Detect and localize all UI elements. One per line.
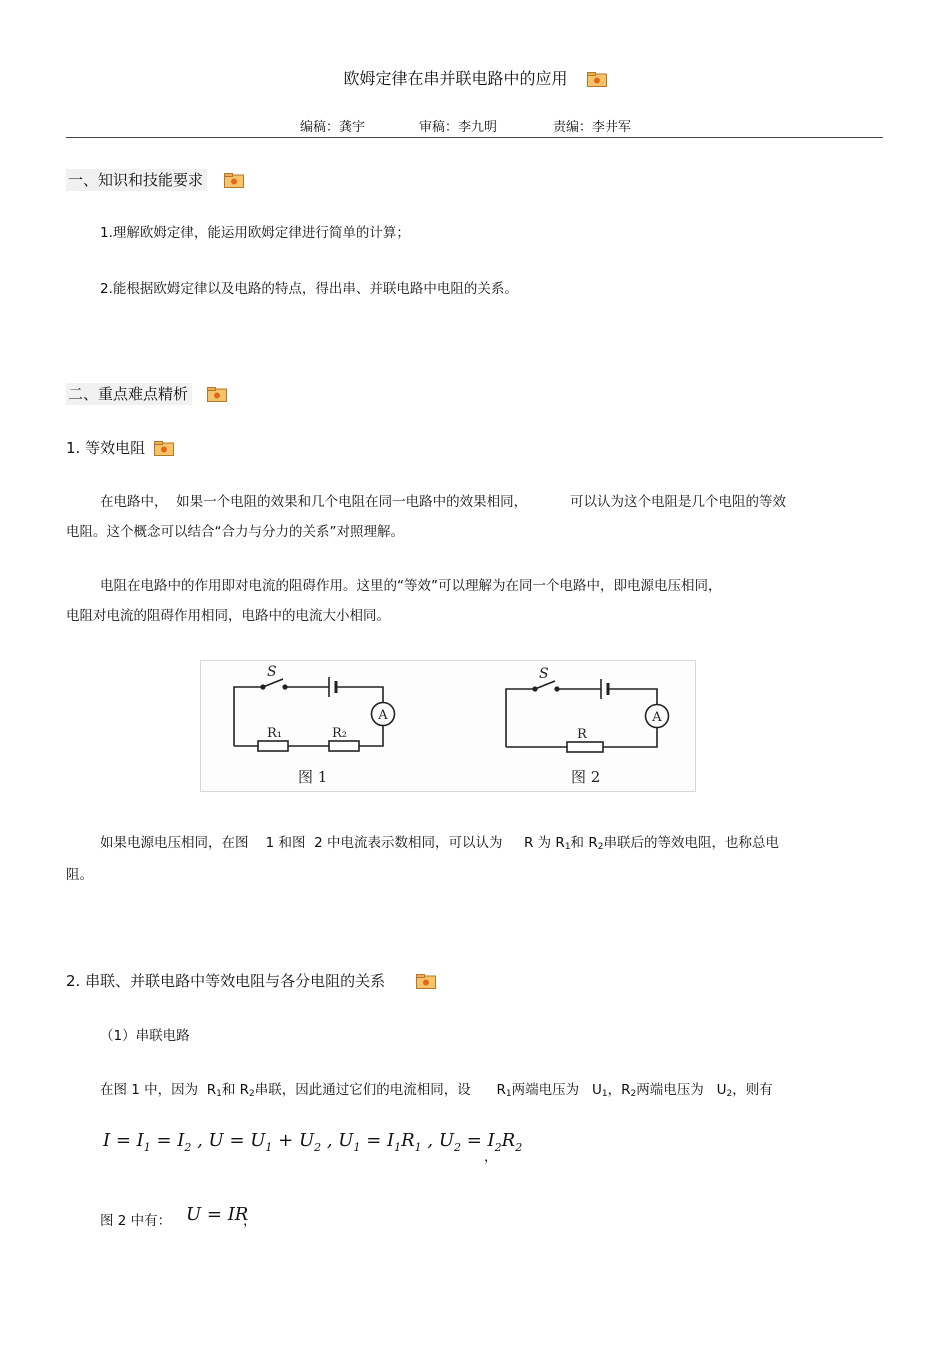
paragraph-2-line-2: 电阻对电流的阻碍作用相同，电路中的电流大小相同。 — [66, 608, 390, 624]
folder-icon — [154, 441, 174, 456]
section2-heading — [66, 383, 227, 404]
circuit-figure — [200, 660, 696, 792]
credit-reviewer: 审稿：李九明 — [419, 120, 498, 135]
fig1-caption: 图 1 — [298, 768, 328, 786]
fig1-switch-label: S — [267, 664, 277, 680]
circuit-diagrams — [201, 661, 695, 791]
series-circuit-label: （1）串联电路 — [100, 1028, 190, 1044]
section2-heading-text: 二、重点难点精析 — [66, 383, 192, 405]
subsection2-heading-text: 2. 串联、并联电路中等效电阻与各分电阻的关系 — [66, 972, 386, 990]
fig1-r2-label: R₂ — [332, 726, 347, 741]
credit-editor: 编稿：龚宇 — [300, 120, 366, 135]
paragraph-3-line-1: 如果电源电压相同，在图 1 和图 2 中电流表示数相同，可以认为 R 为 R1和 R2串联后的等效电阻，也称总电 — [100, 835, 779, 852]
folder-icon — [224, 173, 244, 188]
section1-heading-text: 一、知识和技能要求 — [66, 169, 207, 191]
paragraph-1-line-2: 电阻。这个概念可以结合“合力与分力的关系”对照理解。 — [66, 524, 404, 540]
page-title — [0, 66, 950, 89]
knowledge-item-1: 1.理解欧姆定律，能运用欧姆定律进行简单的计算； — [100, 225, 410, 241]
paragraph-1-line-1: 在电路中， 如果一个电阻的效果和几个电阻在同一电路中的效果相同， 可以认为这个电阻是几个电阻的等效 — [100, 494, 786, 510]
fig2-ammeter-label: A — [652, 710, 662, 725]
credit-responsible: 责编：李井军 — [553, 120, 632, 135]
section1-heading — [66, 169, 244, 190]
folder-icon — [587, 72, 607, 87]
knowledge-item-2: 2.能根据欧姆定律以及电路的特点，得出串、并联电路中电阻的关系。 — [100, 281, 518, 297]
fig1-r1-label: R₁ — [267, 726, 282, 741]
fig2-switch-label: S — [539, 666, 549, 682]
title-rule — [66, 137, 883, 138]
series-formula: $I = I_1 = I_2$ , $U = U_1 + U_2$ , $U_1 = I_1R_1$ , $U_2 = I_2R_2$ — [103, 1130, 523, 1154]
folder-icon — [207, 387, 227, 402]
title-text: 欧姆定律在串并联电路中的应用 — [343, 69, 568, 88]
subsection1-heading-text: 1. 等效电阻 — [66, 439, 146, 457]
subsection-series-parallel — [66, 970, 436, 991]
paragraph-2-line-1: 电阻在电路中的作用即对电流的阻碍作用。这里的“等效”可以理解为在同一个电路中，即电源电压相同， — [100, 578, 722, 594]
series-description: 在图 1 中，因为 R1和 R2串联，因此通过它们的电流相同，设 R1两端电压为 U1，R2两端电压为 U2，则有 — [100, 1082, 773, 1099]
fig2-formula-lead: 图 2 中有： — [100, 1213, 172, 1229]
formula2-punct: ， — [243, 1213, 257, 1229]
fig1-ammeter-label: A — [378, 708, 388, 723]
fig2-caption: 图 2 — [571, 768, 601, 786]
fig2-formula: U = IR — [186, 1204, 249, 1225]
fig2-r-label: R — [577, 727, 587, 742]
formula1-punct: ， — [484, 1149, 498, 1165]
folder-icon — [416, 974, 436, 989]
paragraph-3-line-2: 阻。 — [66, 867, 93, 883]
subsection-equivalent-resistance — [66, 437, 174, 458]
